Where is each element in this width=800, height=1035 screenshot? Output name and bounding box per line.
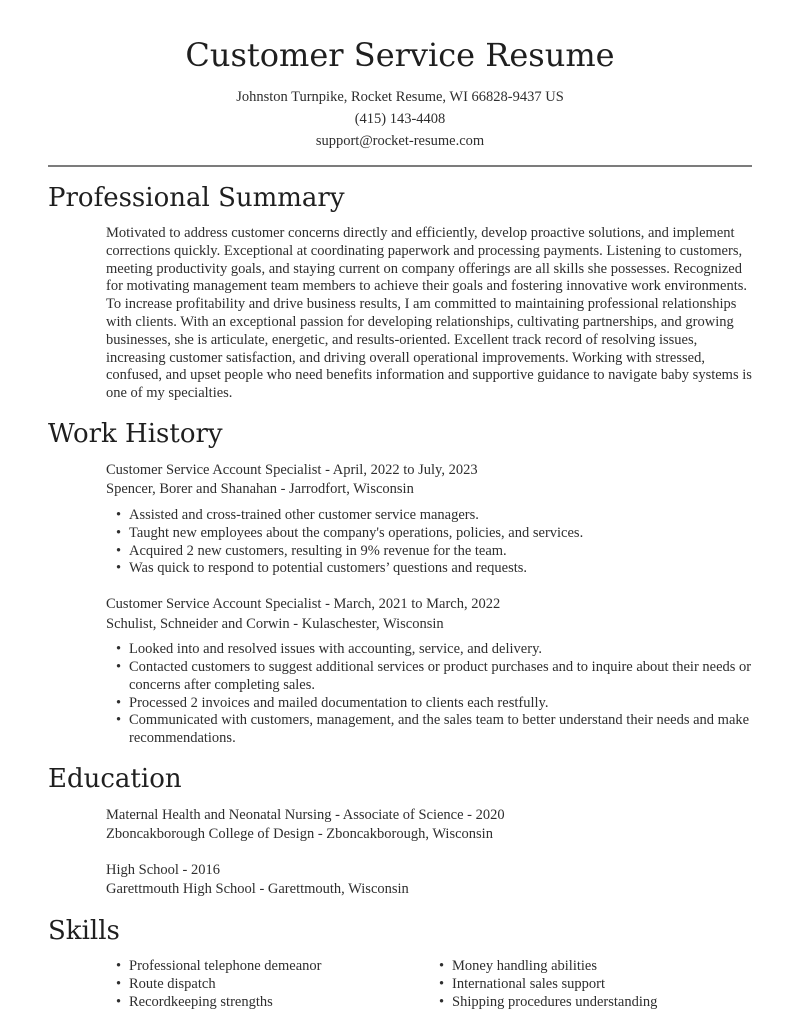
- section-education: [48, 763, 752, 900]
- skills-list: [106, 958, 752, 1011]
- skills-column-right: [429, 958, 752, 1011]
- contact-info: [48, 86, 752, 152]
- education-school-line: Zboncakborough College of Design - Zboncakborough, Wisconsin: [106, 826, 493, 843]
- job-company-line: Schulist, Schneider and Corwin - Kulaschester, Wisconsin: [106, 615, 444, 632]
- job-bullet: • Was quick to respond to potential customers’ questions and requests.: [116, 560, 752, 578]
- skill-item: • Shipping procedures understanding: [439, 994, 752, 1012]
- skill-item: • International sales support: [439, 976, 752, 994]
- header-divider: [48, 165, 752, 167]
- skill-item: • Money handling abilities: [439, 958, 752, 976]
- section-skills: [48, 915, 752, 1011]
- education-school-line: Garettmouth High School - Garettmouth, Wisconsin: [106, 881, 409, 898]
- skills-column-left: [106, 958, 429, 1011]
- resume-header: [48, 34, 752, 152]
- job-title-line: Customer Service Account Specialist - March, 2021 to March, 2022: [106, 596, 501, 613]
- job-bullet: • Looked into and resolved issues with accounting, service, and delivery.: [116, 641, 752, 659]
- job-header: [106, 461, 752, 500]
- education-degree-line: High School - 2016: [106, 861, 220, 878]
- job-bullet-list: [106, 641, 752, 748]
- summary-text: Motivated to address customer concerns directly and efficiently, develop proactive solutions, and implement corrections quickly. Exceptional at coordinating paperwork and processing payments. Listening to customers, meeting productivity goals, and staying current on company offerings are all skills she possesses. Recognized for motivating management team members to achieve their goals and fostering innovative work environments. To increase profitability and drive business results, I am committed to maintaining professional relationships with clients. With an exceptional passion for developing relationships, cultivating partnerships, and growing businesses, she is articulate, energetic, and results-oriented. Excellent track record of resolving issues, increasing customer satisfaction, and driving overall operational improvements. Working with stressed, confused, and upset people who need benefits information and supportive guidance to navigate baby systems is one of my specialties.: [106, 225, 752, 402]
- job-bullet: • Assisted and cross-trained other customer service managers.: [116, 507, 752, 525]
- job-company-line: Spencer, Borer and Shanahan - Jarrodfort, Wisconsin: [106, 481, 414, 498]
- education-entry: [106, 806, 752, 845]
- work-history-heading: Work History: [48, 418, 223, 449]
- summary-heading: Professional Summary: [48, 183, 345, 213]
- job-bullet: • Acquired 2 new customers, resulting in 9% revenue for the team.: [116, 543, 752, 561]
- contact-address: Johnston Turnpike, Rocket Resume, WI 66828-9437 US: [236, 89, 564, 105]
- education-degree-line: Maternal Health and Neonatal Nursing - Associate of Science - 2020: [106, 806, 505, 823]
- job-bullet: • Taught new employees about the company's operations, policies, and services.: [116, 525, 752, 543]
- section-work-history: [48, 418, 752, 748]
- job-bullet: • Processed 2 invoices and mailed documentation to clients each restfully.: [116, 695, 752, 713]
- skill-item: • Route dispatch: [116, 976, 429, 994]
- skills-heading: Skills: [48, 915, 120, 946]
- job-bullet: • Communicated with customers, management, and the sales team to better understand their needs and make recommendations.: [116, 712, 752, 748]
- contact-email: support@rocket-resume.com: [315, 133, 485, 149]
- job-bullet: • Contacted customers to suggest additional services or product purchases and to inquire about their needs or concerns after completing sales.: [116, 659, 752, 695]
- job-header: [106, 595, 752, 634]
- job-entry: [106, 595, 752, 748]
- job-title-line: Customer Service Account Specialist - April, 2022 to July, 2023: [106, 461, 478, 478]
- education-entry: [106, 861, 752, 900]
- education-heading: Education: [48, 763, 182, 794]
- job-entry: [106, 461, 752, 578]
- section-professional-summary: [48, 182, 752, 403]
- job-bullet-list: [106, 507, 752, 578]
- skill-item: • Professional telephone demeanor: [116, 958, 429, 976]
- resume-title: Customer Service Resume: [185, 36, 615, 74]
- skill-item: • Recordkeeping strengths: [116, 994, 429, 1012]
- contact-phone: (415) 143-4408: [354, 111, 446, 127]
